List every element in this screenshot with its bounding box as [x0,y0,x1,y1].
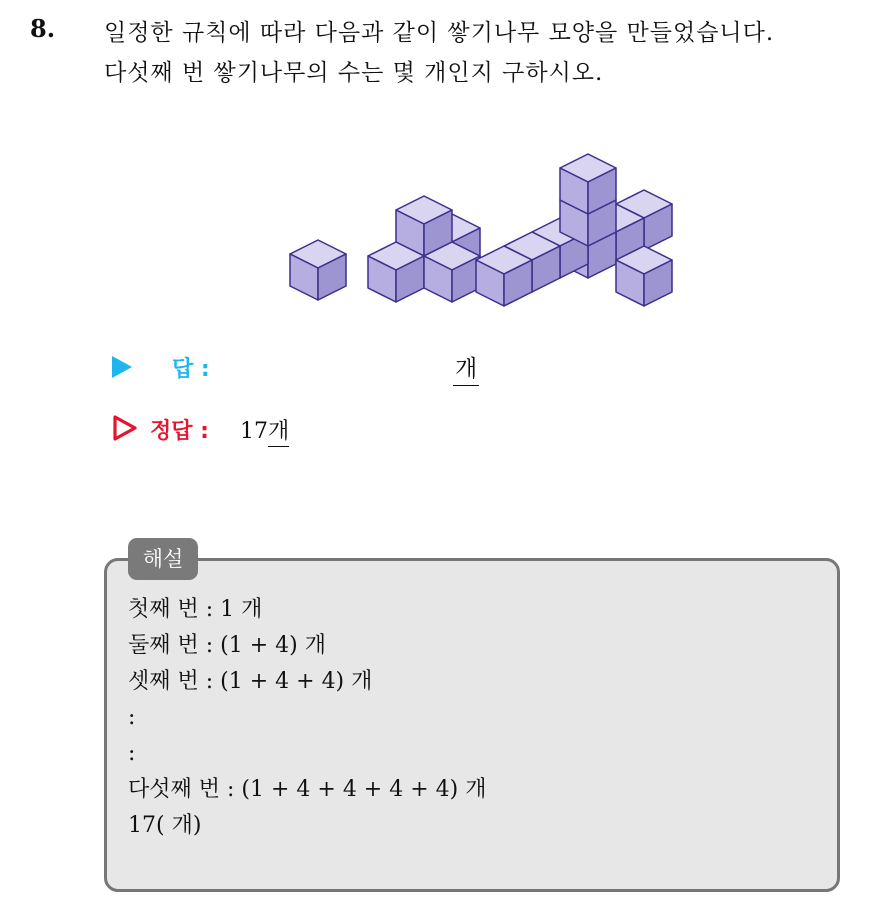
solution-line-3: 셋째 번 : (1 + 4 + 4) 개 [128,669,373,694]
solution-line-4: : [128,705,136,730]
cube-figure-3 [476,154,672,306]
correct-answer-unit: 개 [268,419,289,447]
cube-figure-1 [290,240,346,300]
correct-answer-label: 정답 : [150,419,209,444]
solution-tag: 해설 [128,538,198,580]
correct-answer-number: 17 [240,419,268,444]
answer-row [112,350,512,386]
question-text-line-2: 다섯째 번 쌓기나무의 수는 몇 개인지 구하시오. [104,60,604,86]
solution-line-2: 둘째 번 : (1 + 4) 개 [128,633,326,658]
solution-line-7: 17( 개) [128,813,202,838]
play-triangle-icon [112,356,132,378]
answer-unit: 개 [453,350,479,386]
cube-stack-figure [282,146,692,316]
answer-label: 답 : [172,357,210,382]
correct-answer-row [112,412,512,448]
solution-line-6: 다섯째 번 : (1 + 4 + 4 + 4 + 4) 개 [128,777,487,802]
question-number: 8. [30,14,56,43]
correct-answer-value [240,414,289,445]
question-text-line-1: 일정한 규칙에 따라 다음과 같이 쌓기나무 모양을 만들었습니다. [104,20,775,46]
solution-lines [128,592,486,844]
outline-triangle-icon [112,414,138,442]
solution-line-5: : [128,741,136,766]
cube-figure-2 [368,196,480,302]
solution-line-1: 첫째 번 : 1 개 [128,597,263,622]
